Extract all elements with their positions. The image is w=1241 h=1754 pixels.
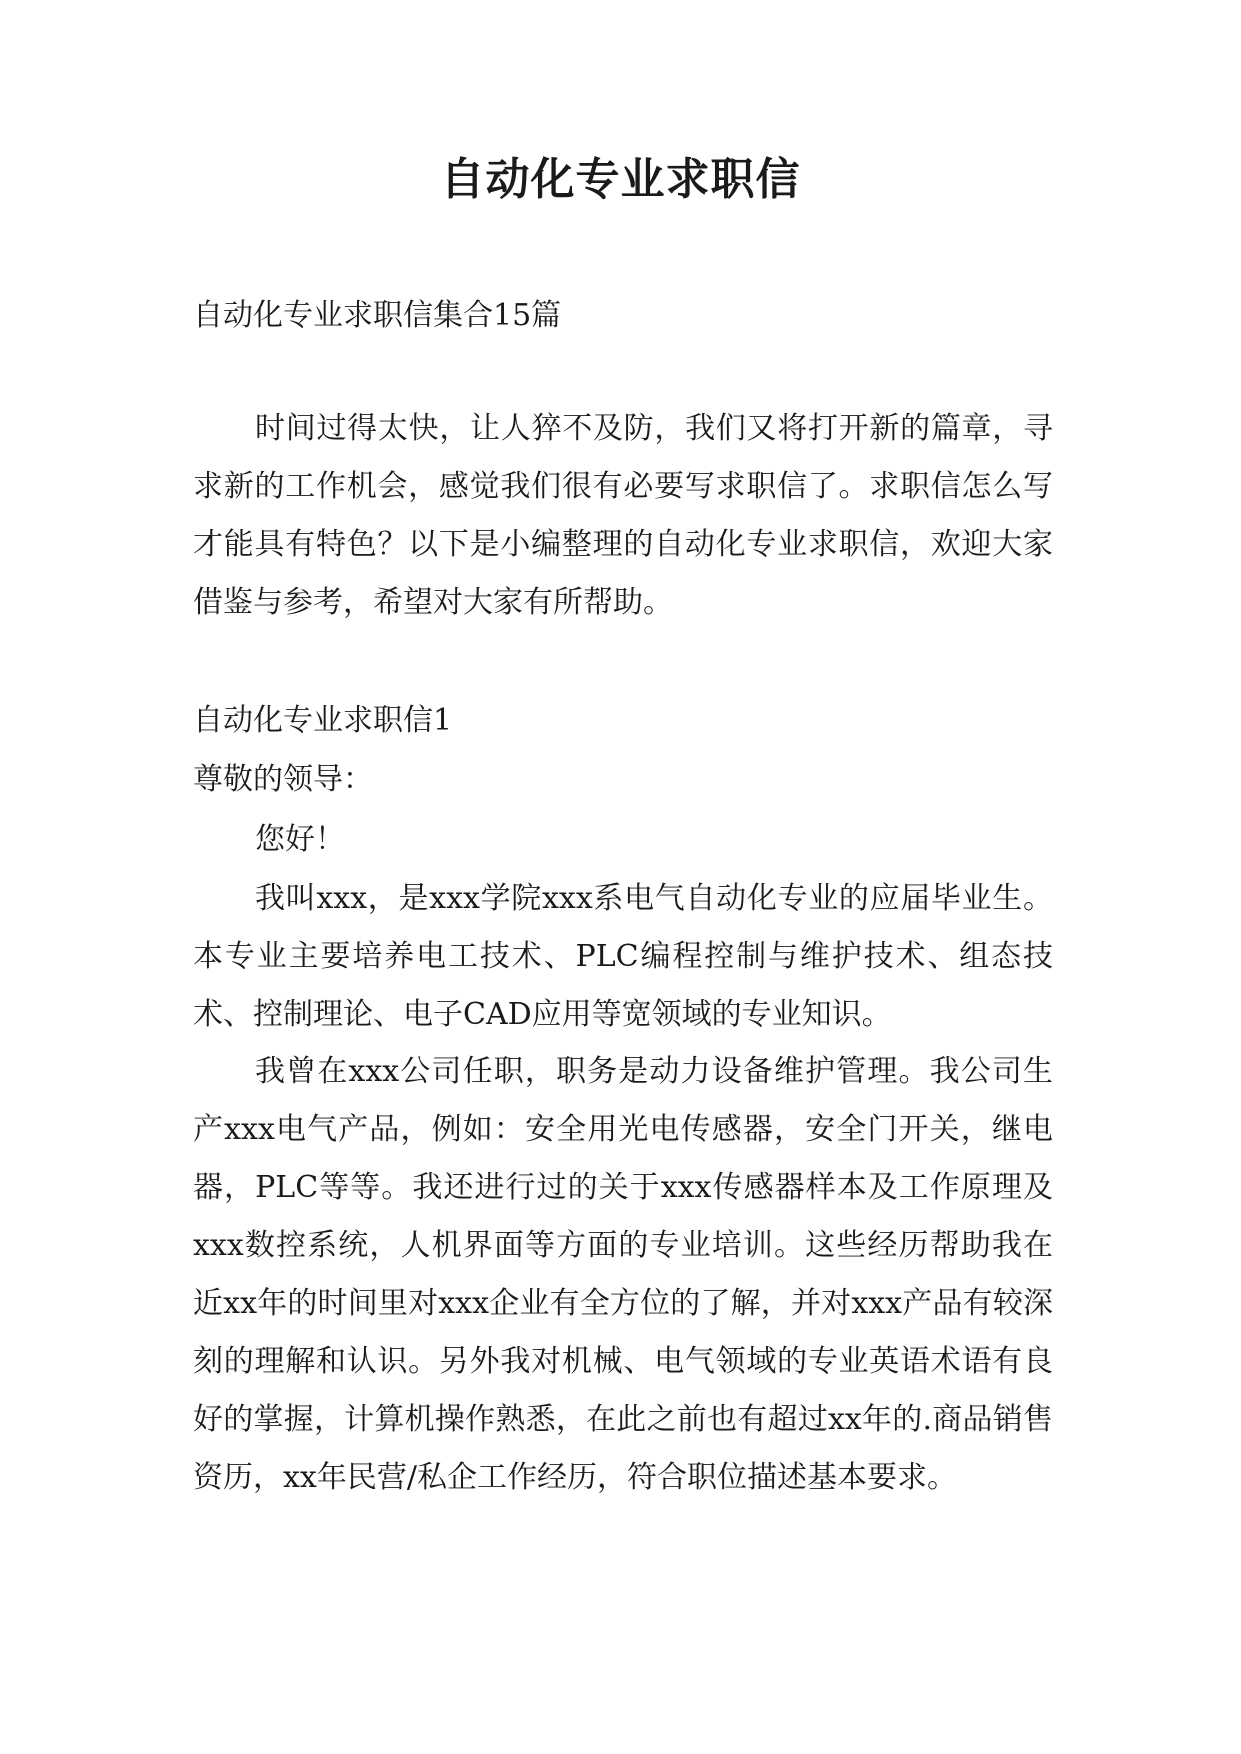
letter-salutation: 尊敬的领导： (193, 762, 373, 797)
letter-greeting: 您好！ (255, 822, 345, 857)
intro-paragraph: 时间过得太快，让人猝不及防，我们又将打开新的篇章，寻求新的工作机会，感觉我们很有必要写求职信了。求职信怎么写才能具有特色？以下是小编整理的自动化专业求职信，欢迎大家借鉴与参考，希望对大家有所帮助。 (193, 411, 1053, 620)
document-subtitle: 自动化专业求职信集合15篇 (193, 298, 562, 333)
letter-paragraph: 我叫xxx，是xxx学院xxx系电气自动化专业的应届毕业生。本专业主要培养电工技术、PLC编程控制与维护技术、组态技术、控制理论、电子CAD应用等宽领域的专业知识。 (193, 881, 1053, 1032)
letter-heading: 自动化专业求职信1 (193, 703, 453, 738)
document-title: 自动化专业求职信 (440, 154, 801, 205)
letter-paragraph: 我曾在xxx公司任职，职务是动力设备维护管理。我公司生产xxx电气产品，例如：安全用光电传感器，安全门开关，继电器，PLC等等。我还进行过的关于xxx传感器样本及工作原理及xxx数控系统，人机界面等方面的专业培训。这些经历帮助我在近xx年的时间里对xxx企业有全方位的了解，并对xxx产品有较深刻的理解和认识。另外我对机械、电气领域的专业英语术语有良好的掌握，计算机操作熟悉，在此之前也有超过xx年的.商品销售资历，xx年民营/私企工作经历，符合职位描述基本要求。 (193, 1054, 1053, 1495)
